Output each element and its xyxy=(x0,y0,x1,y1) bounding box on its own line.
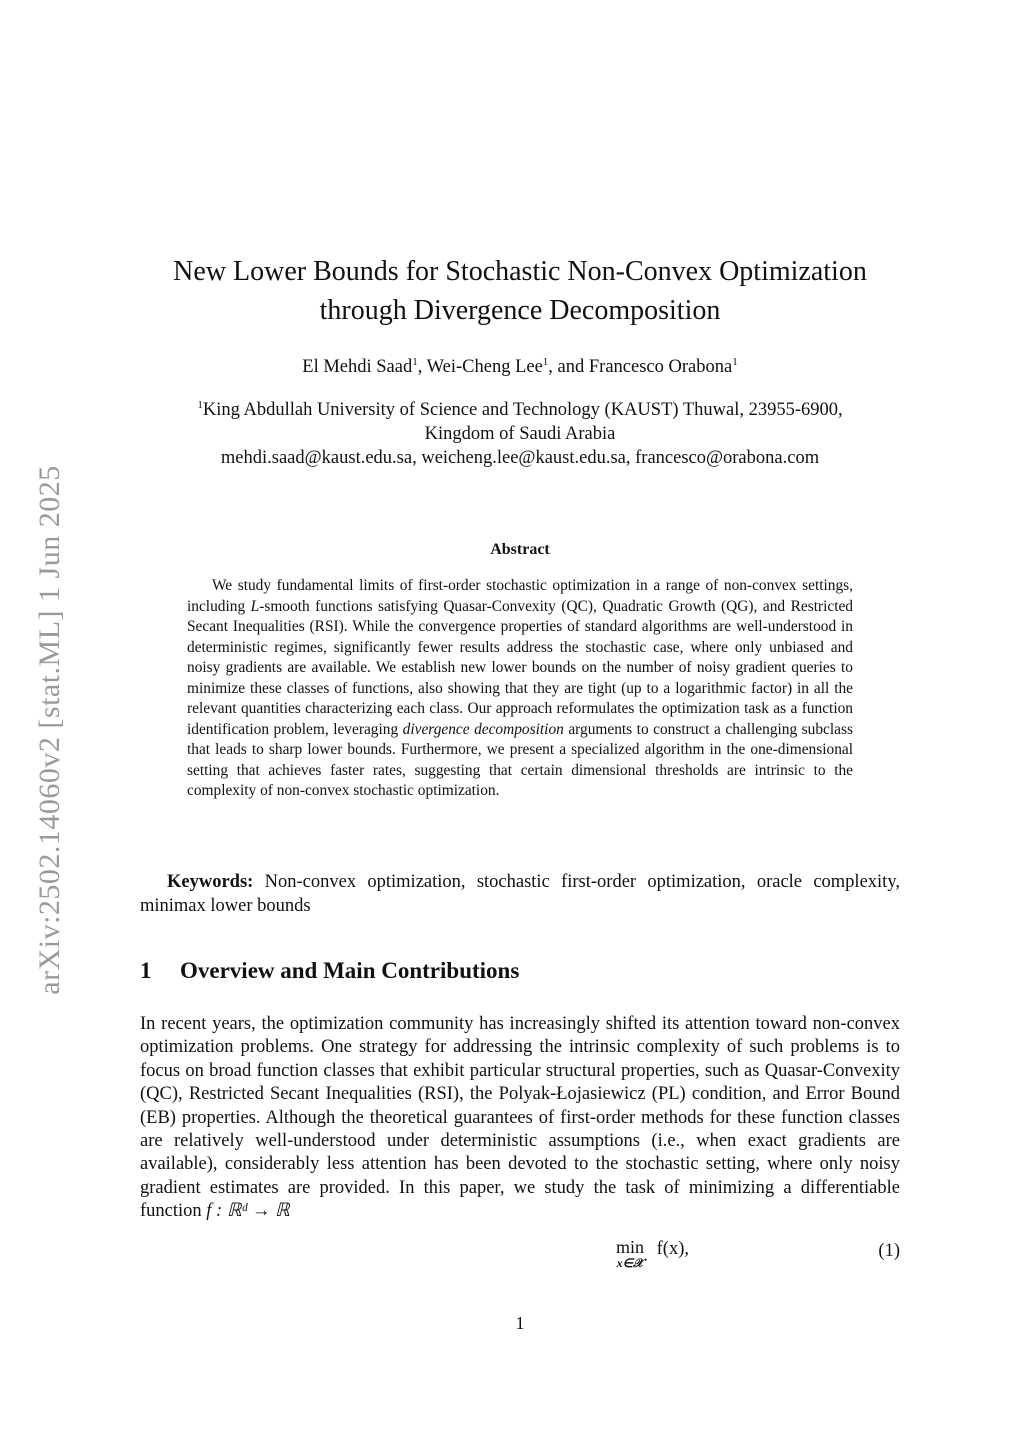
abstract-heading: Abstract xyxy=(490,541,550,558)
author-separator: , and xyxy=(548,357,589,377)
title-line-2: through Divergence Decomposition xyxy=(319,295,721,326)
page-number: 1 xyxy=(515,1313,525,1333)
author-1: El Mehdi Saad xyxy=(302,357,413,377)
author-3-affil-mark: 1 xyxy=(732,356,738,368)
title-line-1: New Lower Bounds for Stochastic Non-Convex Optimization xyxy=(173,256,867,287)
section-heading xyxy=(140,956,900,986)
keywords xyxy=(140,871,900,918)
author-emails: mehdi.saad@kaust.edu.sa, weicheng.lee@kaust.edu.sa, francesco@orabona.com xyxy=(220,448,820,468)
min-operator xyxy=(616,1238,644,1270)
affiliation-text: King Abdullah University of Science and Technology (KAUST) Thuwal, 23955-6900, xyxy=(202,400,843,420)
author-2: Wei-Cheng Lee xyxy=(426,357,543,377)
min-symbol: min xyxy=(616,1237,645,1257)
author-separator: , xyxy=(417,357,427,377)
author-2-affil-mark: 1 xyxy=(542,356,549,368)
paragraph-text: In recent years, the optimization community has increasingly shifted its attention toward non-convex optimization problems. One strategy for addressing the intrinsic complexity of such problems is to focus on broad function classes that exhibit particular structural properties, such as Quasar-Convexity (QC), Restricted Secant Inequalities (RSI), the Polyak-Łojasiewicz (PL) condition, and Error Bound (EB) properties. Although the theoretical guarantees of first-order methods for these function classes are relatively well-understood under deterministic assumptions (i.e., when exact gradients are available), considerably less attention has been devoted to the stochastic setting, where only noisy gradient estimates are provided. In this paper, we study the task of minimizing a differentiable function xyxy=(140,1014,900,1222)
abstract-emphasis: divergence decomposition xyxy=(402,720,564,738)
abstract-math-L: L xyxy=(250,597,260,615)
inline-math-function-signature: f : ℝᵈ → ℝ xyxy=(206,1201,290,1222)
affiliation-mark: 1 xyxy=(197,399,203,411)
min-subscript: x∈𝒳 xyxy=(616,1256,644,1270)
equation-body xyxy=(616,1238,736,1270)
keywords-label: Keywords: xyxy=(167,872,254,892)
abstract-text-part-2: -smooth functions satisfying Quasar-Convexity (QC), Quadratic Growth (QG), and Restricted Secant Inequalities (RSI). While the convergence properties of standard algorithms are well-understood in deterministic regimes, significantly fewer results address the stochastic case, where only unbiased and noisy gradients are available. We establish new lower bounds on the number of noisy gradient queries to minimize these classes of functions, also showing that they are tight (up to a logarithmic factor) in all the relevant quantities characterizing each class. Our approach reformulates the optimization task as a function identification problem, leveraging xyxy=(187,597,854,738)
equation-1 xyxy=(140,1238,900,1278)
abstract-body xyxy=(187,576,853,802)
author-1-affil-mark: 1 xyxy=(412,356,418,368)
affiliation-line-1 xyxy=(120,398,920,422)
author-list xyxy=(140,355,900,379)
section-title: Overview and Main Contributions xyxy=(180,958,520,983)
affiliation-block xyxy=(120,398,920,470)
abstract-text-part-1: We study fundamental limits of first-order stochastic optimization in a range of non-convex settings, including xyxy=(187,577,853,615)
equation-number: (1) xyxy=(878,1241,900,1261)
arxiv-identifier-stamp: arXiv:2502.14060v2 [stat.ML] 1 Jun 2025 xyxy=(33,465,66,995)
objective-expression: f(x), xyxy=(656,1239,689,1259)
section-paragraph xyxy=(140,1013,900,1224)
author-3: Francesco Orabona xyxy=(588,357,733,377)
paper-title xyxy=(140,252,900,330)
section-number: 1 xyxy=(140,958,152,983)
keywords-text: Non-convex optimization, stochastic first-order optimization, oracle complexity, minimax lower bounds xyxy=(140,872,900,916)
affiliation-line-2: Kingdom of Saudi Arabia xyxy=(424,424,616,444)
abstract-text-part-3: arguments to construct a challenging subclass that leads to sharp lower bounds. Furthermore, we present a specialized algorithm in the one-dimensional setting that achieves faster rates, suggesting that certain dimensional thresholds are intrinsic to the complexity of non-convex stochastic optimization. xyxy=(187,720,853,799)
